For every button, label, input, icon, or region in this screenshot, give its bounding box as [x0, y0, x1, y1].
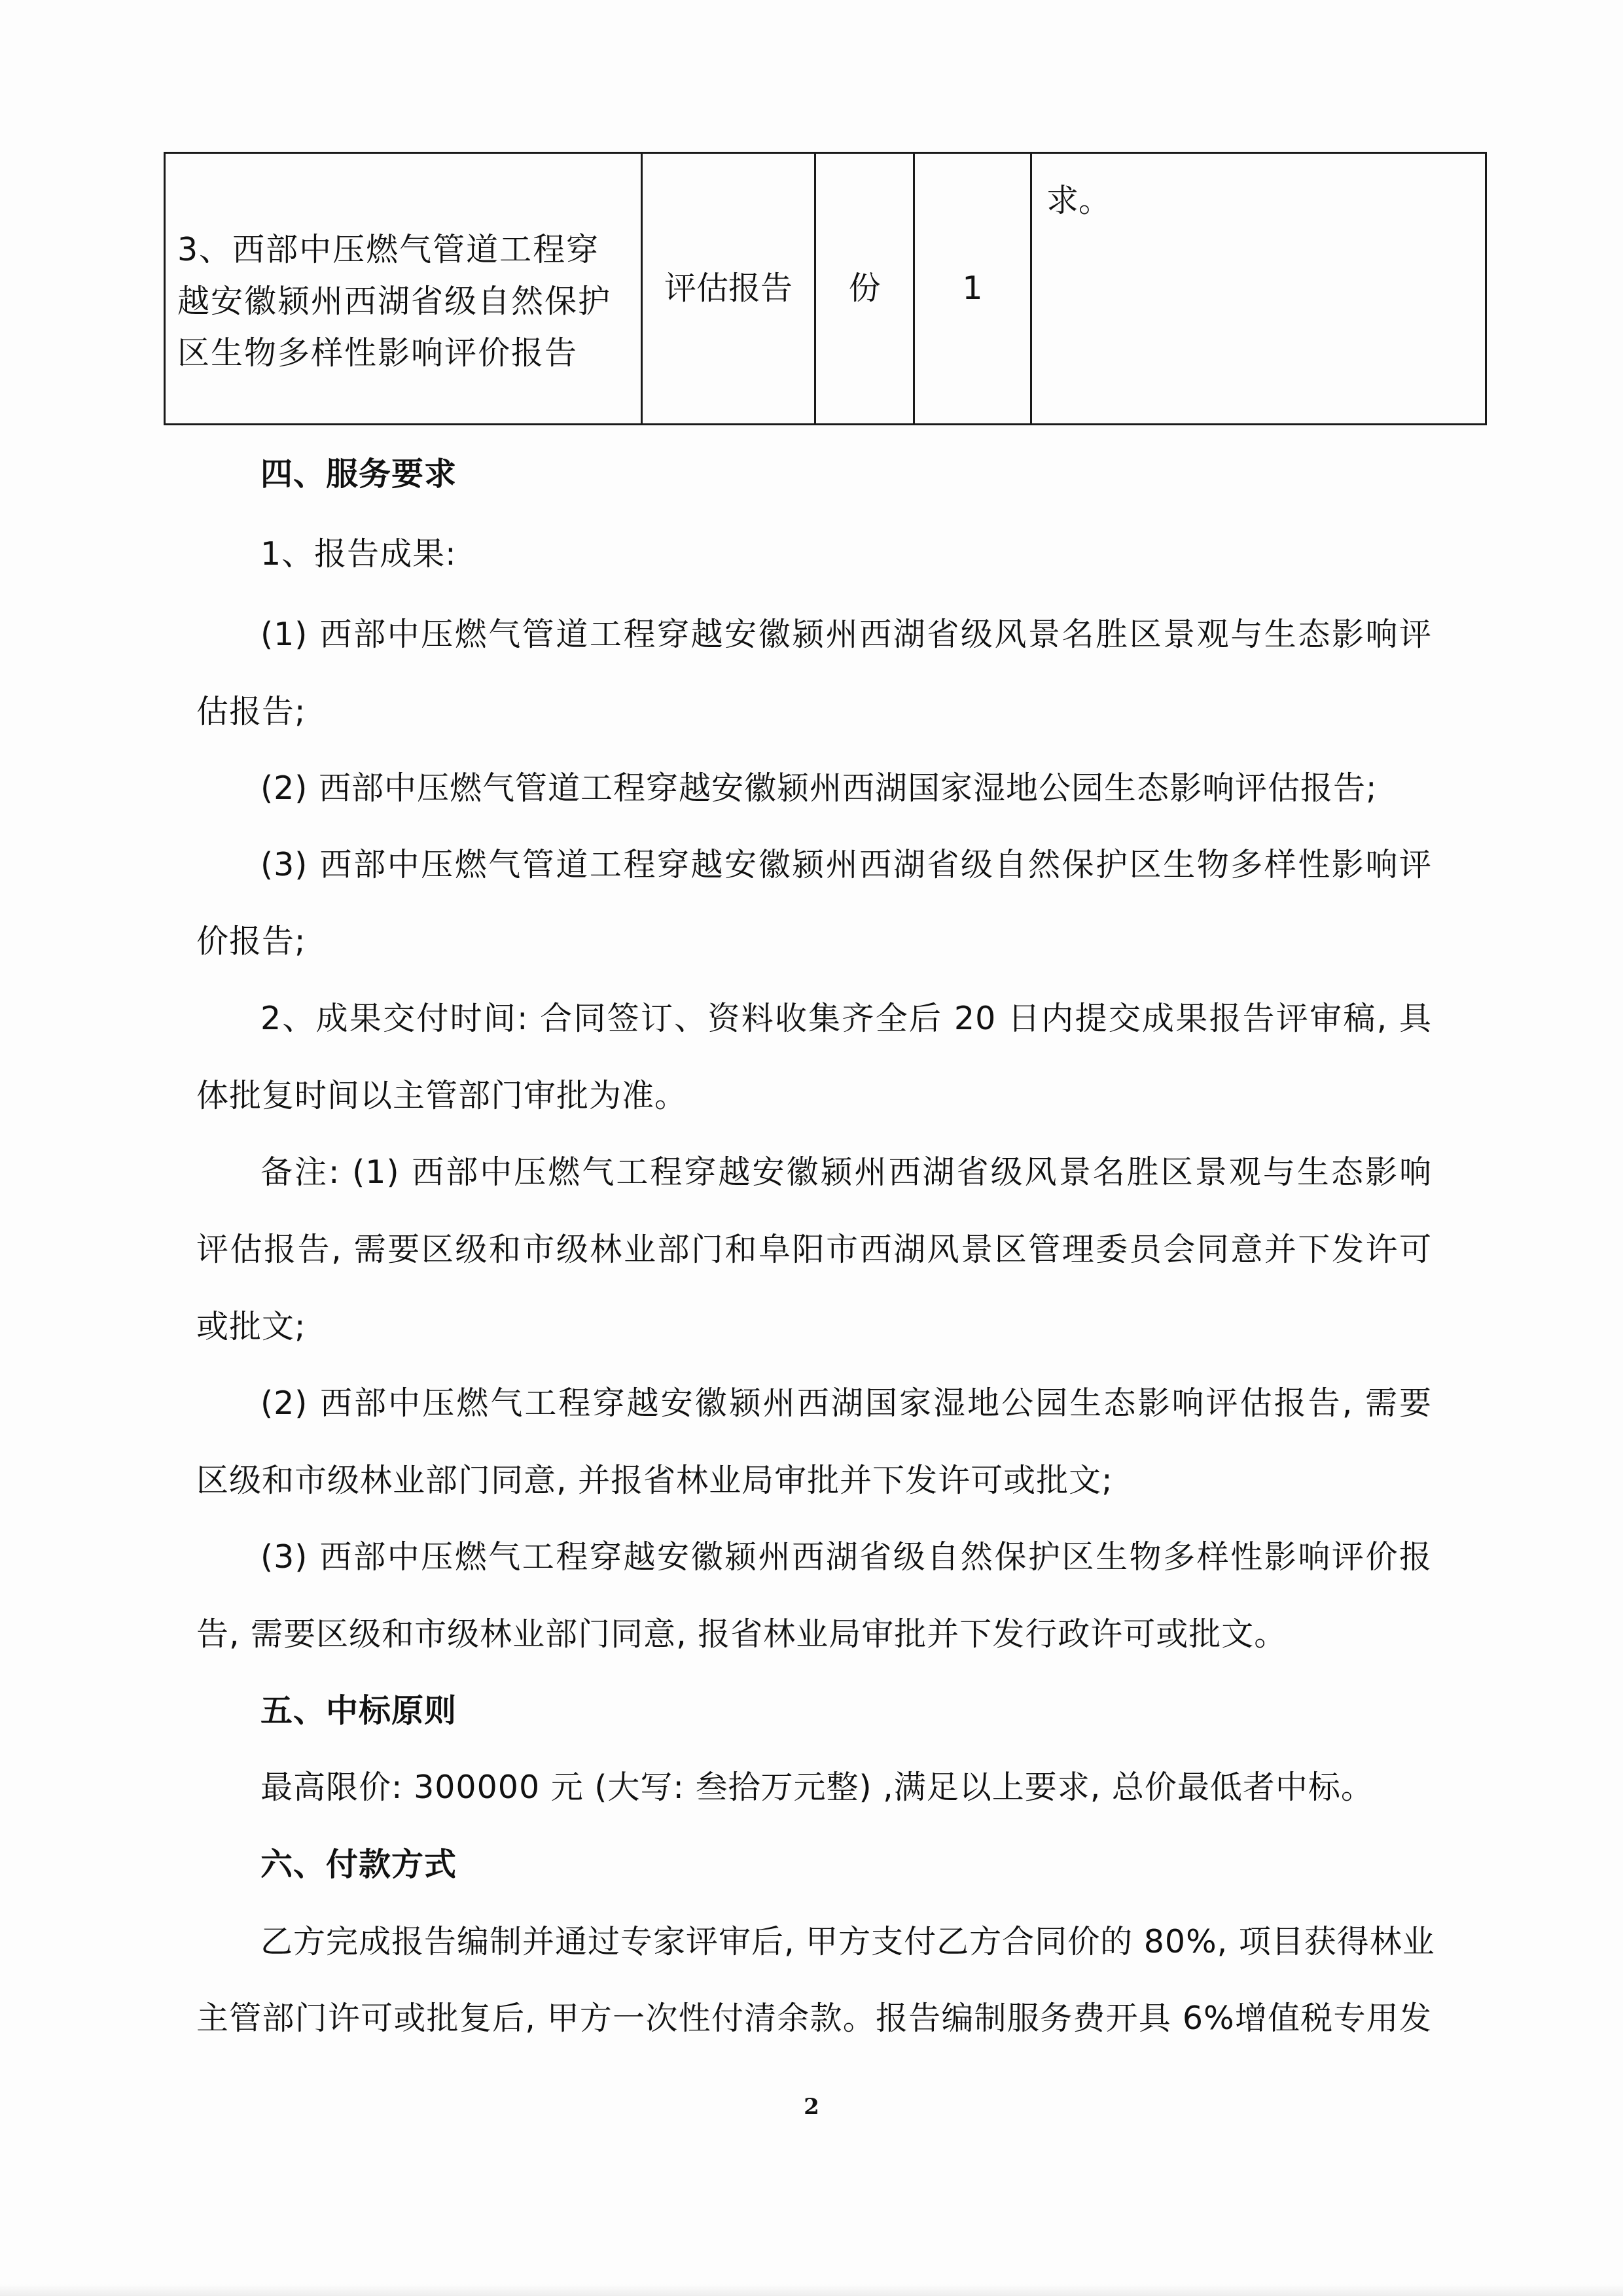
item-type-cell: 评估报告 — [642, 153, 815, 425]
page-number: 2 — [804, 2094, 819, 2120]
result-1-line-1: (1) 西部中压燃气管道工程穿越安徽颍州西湖省级风景名胜区景观与生态影响评 — [260, 616, 1432, 653]
item-1-heading: 1、报告成果: — [260, 535, 457, 573]
item-name-cell — [165, 153, 642, 425]
item-2-line-1: 2、成果交付时间: 合同签订、资料收集齐全后 20 日内提交成果报告评审稿, 具 — [260, 1000, 1432, 1037]
note-2-line-1: (2) 西部中压燃气工程穿越安徽颍州西湖国家湿地公园生态影响评估报告, 需要 — [260, 1385, 1432, 1422]
section-4-title: 四、服务要求 — [260, 455, 457, 493]
table-row — [165, 153, 1486, 425]
section-6-title: 六、付款方式 — [260, 1846, 457, 1883]
result-3-line-1: (3) 西部中压燃气管道工程穿越安徽颍州西湖省级自然保护区生物多样性影响评 — [260, 846, 1432, 883]
note-3-line-1: (3) 西部中压燃气工程穿越安徽颍州西湖省级自然保护区生物多样性影响评价报 — [260, 1538, 1432, 1576]
note-1-line-1: 备注: (1) 西部中压燃气工程穿越安徽颍州西湖省级风景名胜区景观与生态影响 — [260, 1154, 1432, 1191]
section-6-line-2: 主管部门许可或批复后, 甲方一次性付清余款。报告编制服务费开具 6%增值税专用发 — [196, 2000, 1432, 2037]
note-2-line-2: 区级和市级林业部门同意, 并报省林业局审批并下发许可或批文; — [196, 1462, 1113, 1499]
section-5-text: 最高限价: 300000 元 (大写: 叁拾万元整) ,满足以上要求, 总价最低者中标。 — [260, 1769, 1374, 1806]
scan-shadow — [0, 2284, 1623, 2296]
item-note-cell: 求。 — [1031, 153, 1486, 425]
result-2-line-1: (2) 西部中压燃气管道工程穿越安徽颍州西湖国家湿地公园生态影响评估报告; — [260, 769, 1378, 807]
note-3-line-2: 告, 需要区级和市级林业部门同意, 报省林业局审批并下发行政许可或批文。 — [196, 1616, 1287, 1653]
result-3-line-2: 价报告; — [196, 923, 306, 960]
note-1-line-2: 评估报告, 需要区级和市级林业部门和阜阳市西湖风景区管理委员会同意并下发许可 — [196, 1231, 1432, 1268]
item-2-line-2: 体批复时间以主管部门审批为准。 — [196, 1077, 688, 1114]
items-table — [164, 152, 1487, 425]
item-quantity-cell: 1 — [914, 153, 1031, 425]
section-5-title: 五、中标原则 — [260, 1692, 457, 1729]
section-6-line-1: 乙方完成报告编制并通过专家评审后, 甲方支付乙方合同价的 80%, 项目获得林业 — [260, 1923, 1435, 1960]
note-1-line-3: 或批文; — [196, 1308, 306, 1345]
result-1-line-2: 估报告; — [196, 693, 306, 730]
item-unit-cell: 份 — [815, 153, 914, 425]
item-name: 3、西部中压燃气管道工程穿越安徽颍州西湖省级自然保护区生物多样性影响评价报告 — [177, 230, 612, 372]
